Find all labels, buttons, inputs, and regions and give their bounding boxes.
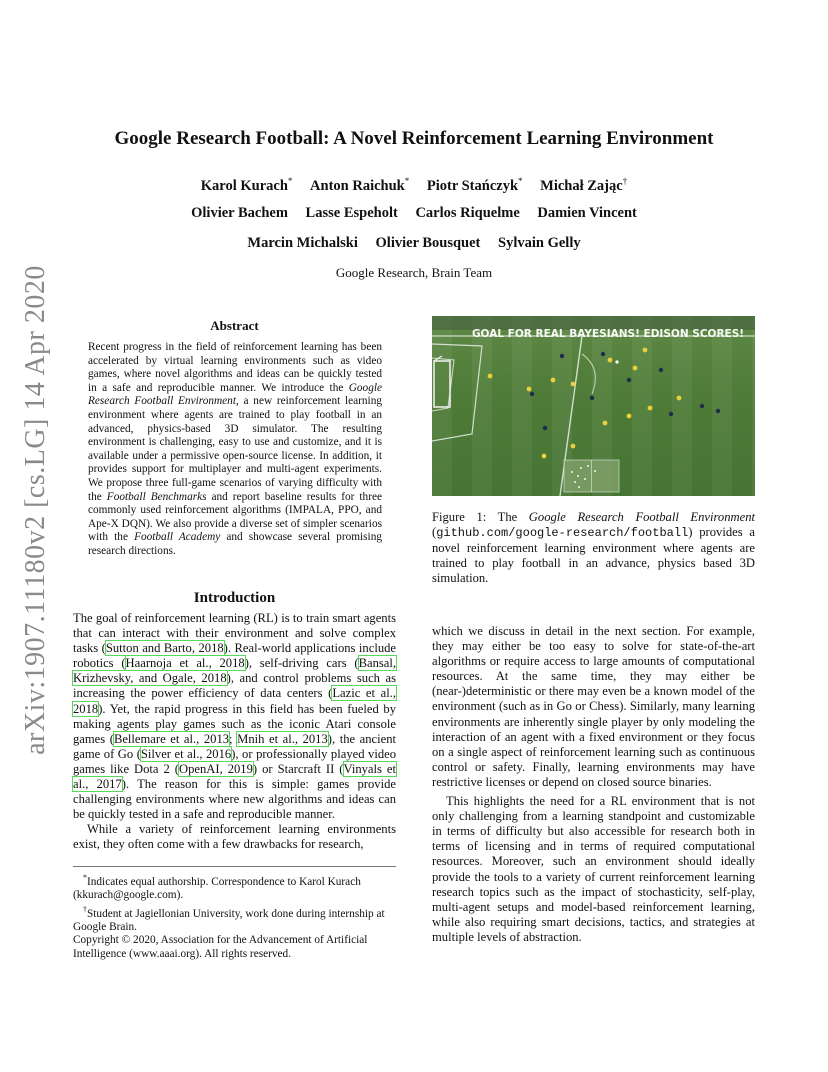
- author: Sylvain Gelly: [498, 235, 581, 251]
- footnote-equal-authorship: *Indicates equal authorship. Correspondence to Karol Kurach (kkurach@google.com).: [73, 873, 361, 902]
- citation-link[interactable]: Haarnoja et al., 2018: [125, 656, 245, 671]
- introduction-heading: Introduction: [193, 590, 276, 606]
- citation-link[interactable]: Vinyals et al., 2017: [73, 761, 396, 792]
- goal-banner: GOAL FOR REAL BAYESIANS! EDISON SCORES!: [471, 328, 745, 340]
- intro-paragraph-1: The goal of reinforcement learning (RL) is to train smart agents that can interact with their environment and solve complex tasks (Sutton and Barto, 2018). Real-world applications include robotics (Haarnoja et al., 2018), self-driving cars (Bansal, Krizhevsky, and Ogale, 2018), and control problems such as increasing the power efficiency of data centers (Lazic et al., 2018). Yet, the rapid progress in this field has been fueled by making agents play games such as the iconic Atari console games (Bellemare et al., 2013; Mnih et al., 2013), the ancient game of Go (Silver et al., 2016), or professionally played video games like Dota 2 (OpenAI, 2019) or Starcraft II (Vinyals et al., 2017). The reason for this is simple: games provide challenging environments where new algorithms and ideas can be quickly tested in a safe and reproducible manner.: [73, 611, 397, 822]
- author: Anton Raichuk*: [310, 176, 410, 194]
- citation-link[interactable]: Mnih et al., 2013: [237, 731, 328, 746]
- intro-paragraph-3: which we discuss in detail in the next section. For example, they may either be too easy to solve for state-of-the-art algorithms or require access to large amounts of computational resources. At the same time, they may either be (near-)deterministic or there may even be a known model of the environment (such as in Go or Chess). Similarly, many learning environments are inherently single player by only modeling the interaction of an agent with a fixed environment or they focus on a single aspect of reinforcement learning such as continuous control or safety. Finally, learning environments may have restrictive licenses or depend on closed source binaries.: [432, 624, 755, 789]
- citation-link[interactable]: Bansal, Krizhevsky, and Ogale, 2018: [73, 656, 397, 686]
- author: Piotr Stańczyk*: [426, 176, 523, 194]
- citation-link[interactable]: OpenAI, 2019: [179, 761, 253, 776]
- football-pitch-render: [432, 316, 755, 496]
- author: Lasse Espeholt: [305, 205, 398, 221]
- author: Carlos Riquelme: [415, 205, 520, 221]
- figure-caption: Figure 1: The Google Research Football Environment (github.com/google-research/football) provides a novel reinforcement learning environment where agents are trained to play football in an advance, physics based 3D simulation.: [432, 510, 755, 586]
- footnote-student: †Student at Jagiellonian University, work done during internship at Google Brain.: [73, 904, 385, 933]
- author: Damien Vincent: [537, 205, 637, 221]
- left-column-text: [73, 611, 396, 853]
- author: Marcin Michalski: [247, 235, 358, 251]
- right-column-text: [432, 624, 755, 945]
- author-row-3: [0, 235, 828, 252]
- copyright-notice: Copyright © 2020, Association for the Advancement of Artificial Intelligence (www.aaai.org). All rights reserved.: [73, 934, 368, 960]
- paper-title: Google Research Football: A Novel Reinforcement Learning Environment: [114, 128, 714, 149]
- author: Olivier Bousquet: [375, 235, 481, 251]
- author: Michał Zając†: [540, 176, 628, 194]
- author: Olivier Bachem: [191, 205, 288, 221]
- arxiv-identifier: arXiv:1907.11180v2 [cs.LG] 14 Apr 2020: [20, 265, 51, 755]
- author-row-1: [0, 176, 828, 195]
- citation-link[interactable]: Sutton and Barto, 2018: [105, 641, 224, 656]
- footnotes: [73, 866, 396, 961]
- football-screenshot-figure: [432, 316, 755, 496]
- intro-paragraph-4: This highlights the need for a RL environment that is not only challenging from a learning standpoint and customizable in terms of difficulty but also accessible for research both in terms of licensing and in terms of required computational resources. Moreover, such an environment should ideally provide the tools to a variety of current reinforcement learning research topics such as the impact of stochasticity, self-play, multi-agent setups and model-based reinforcement learning, while also requiring smart decisions, tactics, and strategies at multiple levels of abstraction.: [432, 794, 755, 944]
- author-row-2: [0, 205, 828, 222]
- citation-link[interactable]: Silver et al., 2016: [140, 746, 232, 761]
- intro-paragraph-2: While a variety of reinforcement learning environments exist, they often come with a few drawbacks for research,: [73, 822, 396, 852]
- affiliation: Google Research, Brain Team: [335, 265, 493, 280]
- abstract-heading: Abstract: [210, 318, 259, 333]
- citation-link[interactable]: Bellemare et al., 2013: [113, 731, 230, 746]
- abstract-body: Recent progress in the field of reinforcement learning has been accelerated by virtual learning environments such as video games, where novel algorithms and ideas can be quickly tested in a safe and reproducible manner. We introduce the Google Research Football Environment, a new reinforcement learning environment where agents are trained to play football in an advanced, physics-based 3D simulator. The resulting environment is challenging, easy to use and customize, and it is available under a permissive open-source license. In addition, it provides support for multiplayer and multi-agent experiments. We propose three full-game scenarios of varying difficulty with the Football Benchmarks and report baseline results for three commonly used reinforcement algorithms (IMPALA, PPO, and Ape-X DQN). We also provide a diverse set of simpler scenarios with the Football Academy and showcase several promising research directions.: [88, 341, 382, 557]
- author: Karol Kurach*: [200, 176, 293, 194]
- citation-link[interactable]: Lazic et al., 2018: [73, 686, 396, 716]
- ball: [615, 360, 618, 363]
